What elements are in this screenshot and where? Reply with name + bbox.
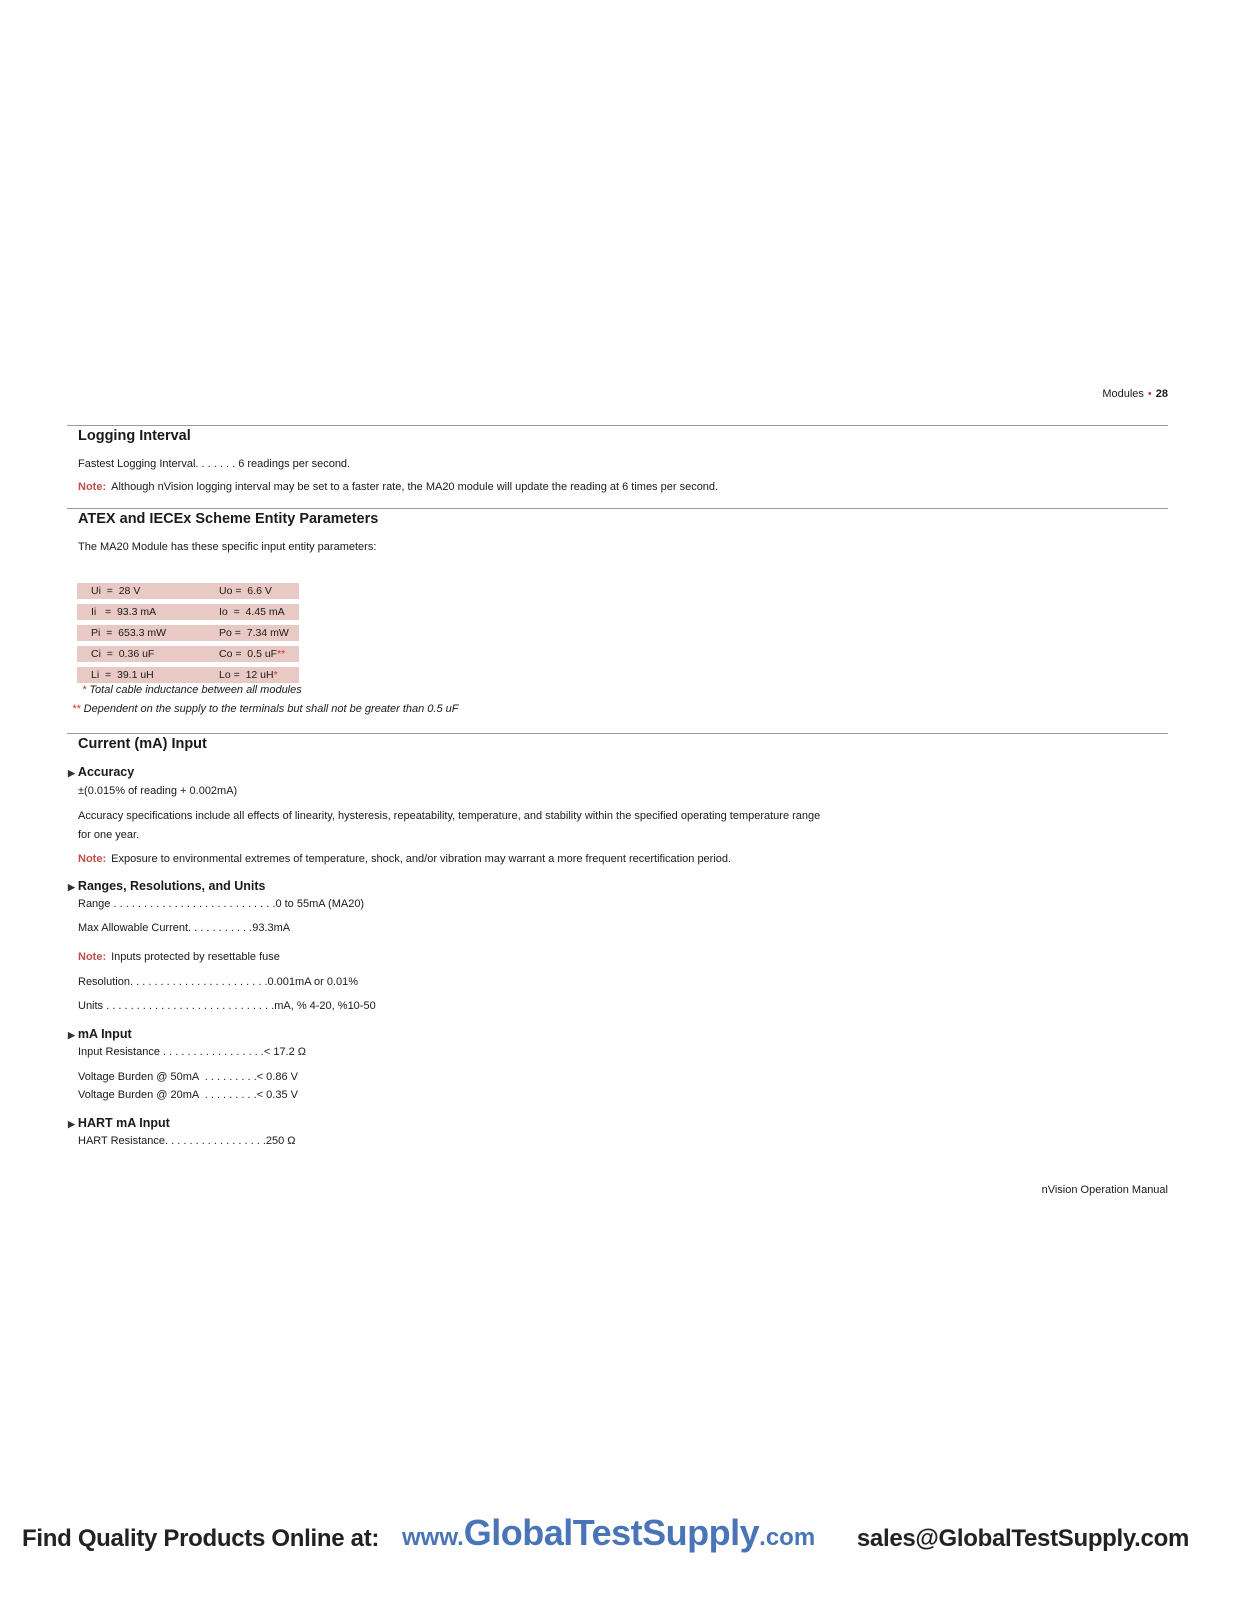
accuracy-heading: ▶ Accuracy	[68, 765, 135, 779]
page-number: 28	[1155, 388, 1168, 400]
hart-resistance-row: HART Resistance. . . . . . . . . . . . . . . . .250 Ω	[78, 1135, 296, 1147]
logging-row	[78, 457, 350, 472]
atex-title: ATEX and IECEx Scheme Entity Parameters	[78, 511, 379, 527]
banner-email-link[interactable]: sales@GlobalTestSupply.com	[856, 1525, 1189, 1552]
section-divider	[67, 425, 1168, 426]
logging-row-label: Fastest Logging Interval	[78, 458, 196, 470]
section-divider	[67, 508, 1168, 509]
input-resistance-row: Input Resistance . . . . . . . . . . . . . . . . .< 17.2 Ω	[78, 1046, 307, 1058]
note-label: Note:	[78, 853, 107, 865]
range-row: Range . . . . . . . . . . . . . . . . . . . . . . . . . . .0 to 55mA (MA20)	[78, 898, 365, 910]
note-text: Exposure to environmental extremes of temperature, shock, and/or vibration may warrant a more frequent recertification period.	[111, 853, 732, 865]
table-cell: Li = 39.1 uH	[77, 667, 215, 683]
burden-50ma-row: Voltage Burden @ 50mA . . . . . . . . .< 0.86 V	[78, 1071, 298, 1083]
banner-tagline: Find Quality Products Online at:	[22, 1525, 380, 1552]
note-text: Inputs protected by resettable fuse	[111, 951, 280, 963]
section-name: Modules	[1102, 388, 1144, 400]
table-cell: Io = 4.45 mA	[215, 604, 299, 620]
table-row	[77, 604, 299, 620]
triangle-right-icon: ▶	[68, 1119, 75, 1129]
resolution-row: Resolution. . . . . . . . . . . . . . . . . . . . . . .0.001mA or 0.01%	[78, 976, 359, 988]
manual-footer: nVision Operation Manual	[1041, 1184, 1168, 1196]
note-text: Although nVision logging interval may be set to a faster rate, the MA20 module will update the reading at 6 times per second.	[111, 481, 719, 493]
footnote-inductance: * Total cable inductance between all modules	[82, 684, 302, 696]
triangle-right-icon: ▶	[68, 1030, 75, 1040]
table-cell: Po = 7.34 mW	[215, 625, 299, 641]
running-header	[1102, 388, 1168, 400]
units-row: Units . . . . . . . . . . . . . . . . . . . . . . . . . . . .mA, % 4-20, %10-50	[78, 1000, 376, 1012]
table-row	[77, 583, 299, 599]
logging-row-value: 6 readings per second.	[238, 458, 351, 470]
accuracy-desc-line1: Accuracy specifications include all effects of linearity, hysteresis, repeatability, temperature, and stability within the specified operating temperature range	[78, 810, 821, 822]
table-cell: Pi = 653.3 mW	[77, 625, 215, 641]
table-row	[77, 667, 299, 683]
footnote-capacitance: ** Dependent on the supply to the terminals but shall not be greater than 0.5 uF	[72, 703, 459, 715]
table-cell: Ii = 93.3 mA	[77, 604, 215, 620]
table-row	[77, 625, 299, 641]
bullet-icon: •	[1147, 388, 1152, 400]
table-cell: Uo = 6.6 V	[215, 583, 299, 599]
triangle-right-icon: ▶	[68, 882, 75, 892]
table-row	[77, 646, 299, 662]
ranges-heading: ▶ Ranges, Resolutions, and Units	[68, 879, 266, 893]
table-cell: Co = 0.5 uF**	[215, 646, 299, 662]
banner-website-link[interactable]: www.GlobalTestSupply.com	[402, 1512, 816, 1553]
current-title: Current (mA) Input	[78, 736, 207, 752]
triangle-right-icon: ▶	[68, 768, 75, 778]
logging-row-dots: . . . . . . .	[195, 458, 236, 470]
atex-intro: The MA20 Module has these specific input entity parameters:	[78, 541, 377, 553]
section-divider	[67, 733, 1168, 734]
max-current-row: Max Allowable Current. . . . . . . . . . .93.3mA	[78, 922, 291, 934]
note-label: Note:	[78, 481, 107, 493]
table-cell: Ui = 28 V	[77, 583, 215, 599]
table-cell: Ci = 0.36 uF	[77, 646, 215, 662]
entity-parameters-table	[77, 578, 299, 688]
logging-title: Logging Interval	[78, 428, 191, 444]
accuracy-note	[78, 852, 731, 867]
hart-heading: ▶ HART mA Input	[68, 1116, 170, 1130]
note-label: Note:	[78, 951, 107, 963]
burden-20ma-row: Voltage Burden @ 20mA . . . . . . . . .< 0.35 V	[78, 1089, 298, 1101]
logging-note	[78, 480, 718, 495]
ranges-note	[78, 950, 280, 965]
table-cell: Lo = 12 uH*	[215, 667, 299, 683]
accuracy-desc-line2: for one year.	[78, 829, 140, 841]
ma-input-heading: ▶ mA Input	[68, 1027, 132, 1041]
accuracy-value: ±(0.015% of reading + 0.002mA)	[78, 785, 238, 797]
